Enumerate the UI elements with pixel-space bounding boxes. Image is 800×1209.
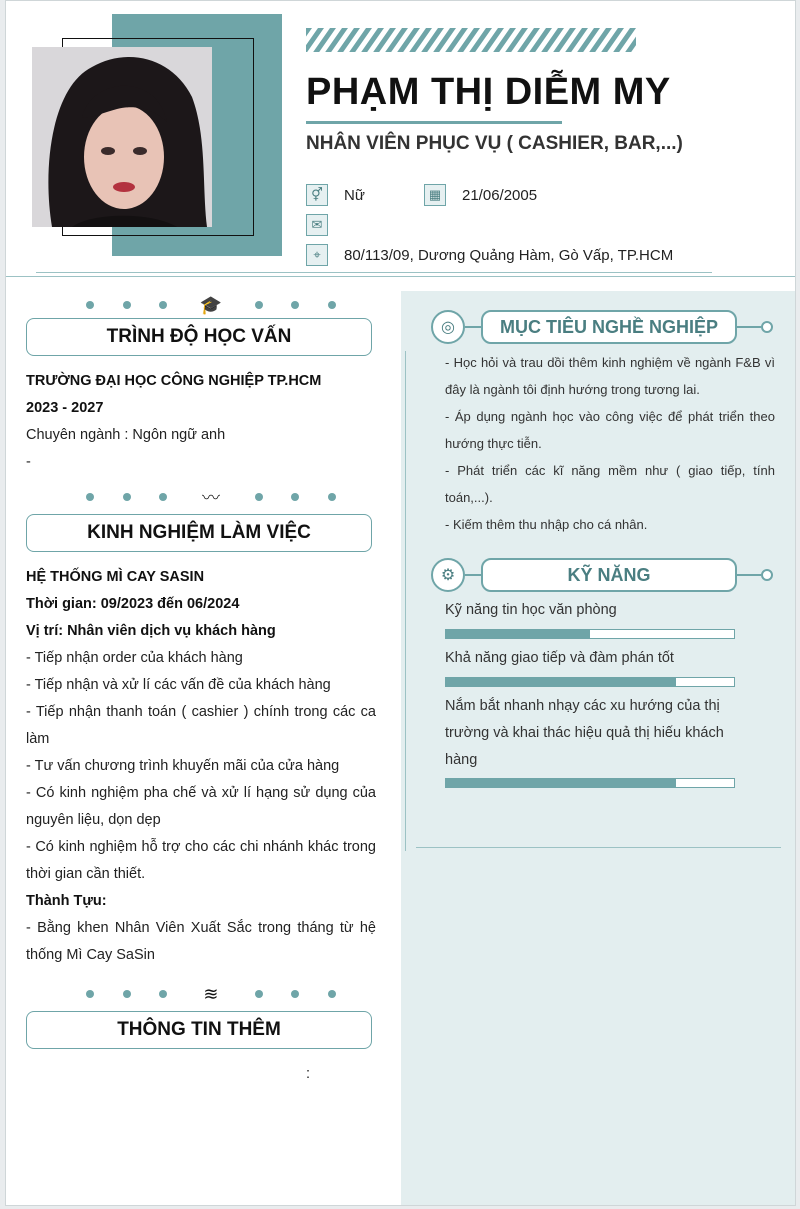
work-period: Thời gian: 09/2023 đến 06/2024 (26, 596, 240, 612)
major: Chuyên ngành : Ngôn ngữ anh (26, 427, 226, 443)
gear-icon: ⚙ (431, 558, 465, 592)
objective-side-line (405, 351, 406, 851)
duty-item: - Tiếp nhận và xử lí các vấn đề của khách hàng (26, 677, 331, 693)
skill-label: Kỹ năng tin học văn phòng (445, 602, 617, 618)
work-role: Vị trí: Nhân viên dịch vụ khách hàng (26, 623, 276, 639)
company-name: HỆ THỐNG MÌ CAY SASIN (26, 569, 205, 585)
skills-header (431, 558, 773, 592)
achievements-title: Thành Tựu: (26, 893, 107, 909)
skills-connector-end (761, 569, 773, 581)
right-panel (401, 291, 795, 1205)
skill-bar (445, 778, 735, 788)
layers-icon: ≋ (203, 983, 219, 1004)
duty-item: - Tư vấn chương trình khuyến mãi của cửa hàng (26, 758, 340, 774)
more-info-divider (86, 982, 336, 1006)
skill-bar (445, 677, 735, 687)
mail-icon: ✉ (306, 214, 328, 236)
resume-page (5, 0, 796, 1206)
experience-divider (86, 485, 336, 509)
job-title: NHÂN VIÊN PHỤC VỤ ( CASHIER, BAR,...) (306, 133, 683, 154)
header-divider-short (36, 272, 712, 273)
pulse-icon: 〰 (201, 488, 220, 508)
skill-bar-fill (446, 630, 590, 638)
school-name: TRƯỜNG ĐẠI HỌC CÔNG NGHIỆP TP.HCM (26, 373, 322, 389)
skill-label: Nắm bắt nhanh nhạy các xu hướng của thị trường và khai thác hiệu quả thị hiếu khách hàng (445, 698, 724, 768)
profile-photo (32, 47, 212, 227)
right-divider (416, 847, 781, 848)
duty-item: - Có kinh nghiệm hỗ trợ cho các chi nhánh khác trong thời gian cần thiết. (26, 839, 376, 882)
birthday-value: 21/06/2005 (462, 186, 538, 204)
objective-connector-end (761, 321, 773, 333)
objective-item: - Học hỏi và trau dồi thêm kinh nghiệm về ngành F&B vì đây là ngành tôi định hướng trong tương lai. (445, 355, 775, 397)
duty-item: - Tiếp nhận order của khách hàng (26, 650, 243, 666)
address-row (306, 243, 673, 267)
skills-title: KỸ NĂNG (481, 558, 737, 592)
experience-title: KINH NGHIỆM LÀM VIỆC (26, 514, 372, 552)
duty-item: - Tiếp nhận thanh toán ( cashier ) chính trong các ca làm (26, 704, 376, 747)
duty-item: - Có kinh nghiệm pha chế và xử lí hạng sử dụng của nguyên liệu, dọn dẹp (26, 785, 376, 828)
skill-label: Khả năng giao tiếp và đàm phán tốt (445, 650, 674, 666)
objective-item: - Kiếm thêm thu nhập cho cá nhân. (445, 517, 648, 532)
target-icon: ◎ (431, 310, 465, 344)
gender-row (306, 183, 537, 207)
skill-bar-fill (446, 678, 676, 686)
objective-title: MỤC TIÊU NGHỀ NGHIỆP (481, 310, 737, 344)
stripe-banner (306, 28, 636, 52)
education-title: TRÌNH ĐỘ HỌC VẤN (26, 318, 372, 356)
study-years: 2023 - 2027 (26, 400, 104, 416)
education-extra: - (26, 454, 31, 470)
skill-bar-fill (446, 779, 676, 787)
gender-value: Nữ (344, 186, 365, 204)
achievement-item: - Bằng khen Nhân Viên Xuất Sắc trong tháng từ hệ thống Mì Cay SaSin (26, 920, 376, 963)
location-icon: ⌖ (306, 244, 328, 266)
name-underline (306, 121, 562, 124)
skill-bar (445, 629, 735, 639)
objective-item: - Phát triển các kĩ năng mềm như ( giao tiếp, tính toán,...). (445, 463, 775, 505)
objective-item: - Áp dụng ngành học vào công việc để phát triển theo hướng thực tiễn. (445, 409, 775, 451)
header-divider (6, 276, 795, 277)
full-name: PHẠM THỊ DIỄM MY (306, 71, 671, 113)
email-row (306, 213, 344, 237)
calendar-icon: ▦ (424, 184, 446, 206)
objective-header (431, 310, 773, 344)
education-divider (86, 293, 336, 317)
more-info-text: : (306, 1066, 311, 1082)
graduation-cap-icon: 🎓 (199, 294, 223, 315)
more-info-title: THÔNG TIN THÊM (26, 1011, 372, 1049)
gender-icon: ⚥ (306, 184, 328, 206)
address-value: 80/113/09, Dương Quảng Hàm, Gò Vấp, TP.HCM (344, 246, 674, 264)
